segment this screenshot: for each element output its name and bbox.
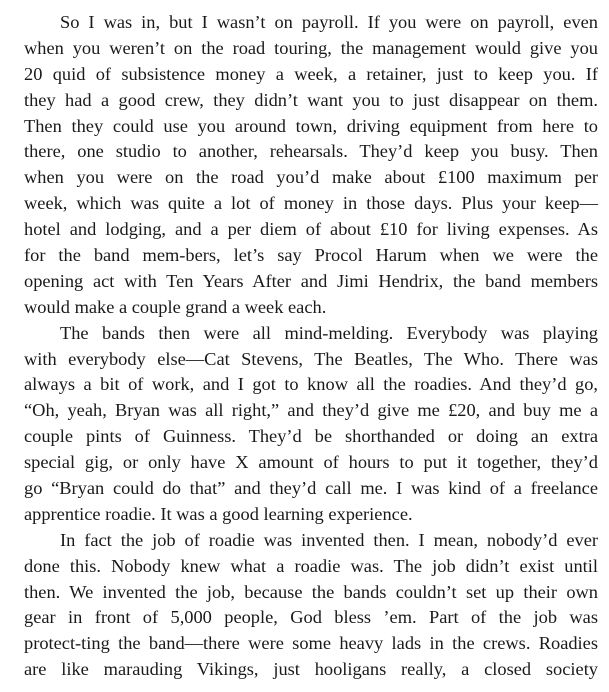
text-line: done this. Nobody knew what a roadie was. The job didn’t exist until (24, 555, 598, 576)
text-line: they had a good crew, they didn’t want you to just disappear on them. (24, 89, 598, 110)
text-line: would make a couple grand a week each. (24, 296, 327, 317)
text-line: go “Bryan could do that” and they’d call me. I was kind of a freelance (24, 478, 598, 499)
text-line: Then they could use you around town, driving equipment from here to (24, 115, 598, 136)
text-line: gear in front of 5,000 people, God bless ’em. Part of the job was (24, 607, 598, 628)
text-line: week, which was quite a lot of money in those days. Plus your keep— (24, 193, 598, 214)
text-line: there, one studio to another, rehearsals. They’d keep you busy. Then (24, 141, 598, 162)
text-line: In fact the job of roadie was invented then. I mean, nobody’d ever (60, 529, 598, 550)
text-line: when you were on the road you’d make about £100 maximum per (24, 167, 598, 188)
text-line: 20 quid of subsistence money a week, a retainer, just to keep you. If (24, 63, 598, 84)
text-line: for the band mem-bers, let’s say Procol Harum when we were the (24, 245, 598, 266)
paragraph-3 (24, 528, 598, 683)
paragraph-2 (24, 321, 598, 528)
text-line: with everybody else—Cat Stevens, The Beatles, The Who. There was (24, 348, 598, 369)
text-line: protect-ting the band—there were some heavy lads in the crews. Roadies (24, 633, 598, 654)
text-line: always a bit of work, and I got to know all the roadies. And they’d go, (24, 374, 598, 395)
paragraph-1 (24, 10, 598, 321)
text-line: then. We invented the job, because the bands couldn’t set up their own (24, 581, 598, 602)
text-line: special gig, or only have X amount of hours to put it together, they’d (24, 452, 598, 473)
text-line: are like marauding Vikings, just hooligans really, a closed society (24, 659, 598, 680)
text-line: opening act with Ten Years After and Jimi Hendrix, the band members (24, 270, 598, 291)
document-page (24, 10, 598, 683)
text-line: when you weren’t on the road touring, the management would give you (24, 37, 598, 58)
text-line: The bands then were all mind-melding. Everybody was playing (60, 322, 598, 343)
text-line: couple pints of Guinness. They’d be shorthanded or doing an extra (24, 426, 598, 447)
text-line: So I was in, but I wasn’t on payroll. If you were on payroll, even (60, 12, 598, 32)
text-line: “Oh, yeah, Bryan was all right,” and they’d give me £20, and buy me a (24, 400, 598, 421)
text-line: hotel and lodging, and a per diem of about £10 for living expenses. As (24, 219, 598, 240)
text-line: apprentice roadie. It was a good learning experience. (24, 503, 413, 524)
